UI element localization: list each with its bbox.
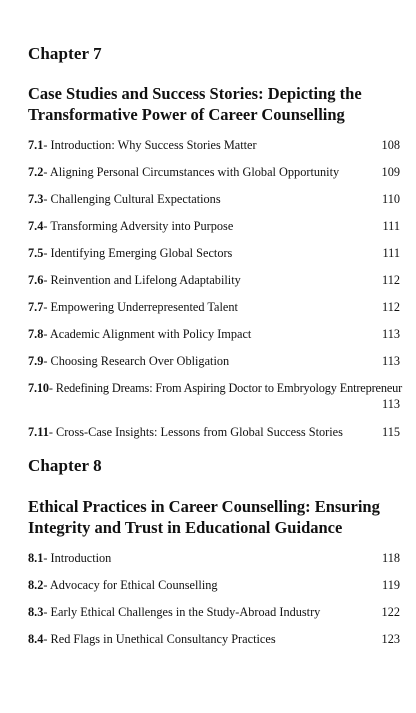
entry-page-number: 111 [382,246,400,260]
entry-number: 7.1 [28,138,44,152]
entry-page-number: 111 [382,219,400,233]
toc-entry-7-4[interactable] [28,218,400,234]
chapter-7-label: Chapter 7 [28,44,102,63]
entry-page-number: 109 [381,165,400,179]
chapter-7-title-line-1: Case Studies and Success Stories: Depicting the [28,84,362,103]
entry-page-number: 108 [381,138,400,152]
chapter-7-title-line-2: Transformative Power of Career Counselling [28,105,345,124]
entry-title: - Early Ethical Challenges in the Study-Abroad Industry [43,605,321,619]
chapter-8-title-line-2: Integrity and Trust in Educational Guidance [28,518,343,537]
toc-entry-7-8[interactable] [28,326,400,342]
entry-page-number: 113 [382,397,400,411]
entry-title: - Academic Alignment with Policy Impact [43,327,252,341]
entry-number: 7.4 [28,219,44,233]
chapter-8-label: Chapter 8 [28,456,102,475]
entry-number: 8.1 [28,551,44,565]
entry-title: - Introduction: Why Success Stories Matter [43,138,257,152]
entry-page-number: 119 [382,578,400,592]
toc-entry-7-10[interactable] [28,380,403,411]
entry-title-line [28,380,403,396]
entry-page-number: 118 [382,551,400,565]
entry-page-number: 112 [382,300,400,314]
toc-entry-7-2[interactable] [28,164,400,180]
toc-entry-7-1[interactable] [28,137,400,153]
entry-number: 7.3 [28,192,44,206]
entry-title: - Introduction [43,551,112,565]
entry-number: 7.7 [28,300,44,314]
chapter-8-title [28,496,388,538]
entry-title: - Cross-Case Insights: Lessons from Global Success Stories [48,425,343,439]
toc-entry-8-4[interactable] [28,631,400,647]
entry-number: 7.6 [28,273,44,287]
toc-entry-7-11[interactable] [28,424,400,440]
toc-entry-7-3[interactable] [28,191,400,207]
entry-title: - Empowering Underrepresented Talent [43,300,238,314]
toc-entry-8-2[interactable] [28,577,400,593]
entry-title: - Advocacy for Ethical Counselling [43,578,218,592]
entry-title: - Reinvention and Lifelong Adaptability [43,273,241,287]
toc-entry-8-1[interactable] [28,550,400,566]
entry-title: - Transforming Adversity into Purpose [43,219,234,233]
entry-page-number: 113 [382,327,400,341]
entry-number: 7.5 [28,246,44,260]
entry-title: - Redefining Dreams: From Aspiring Doctor to Embryology Entrepreneur [48,381,403,395]
entry-page-number: 123 [381,632,400,646]
toc-entry-7-6[interactable] [28,272,400,288]
entry-number: 7.2 [28,165,44,179]
entry-title: - Choosing Research Over Obligation [43,354,230,368]
toc-entry-7-7[interactable] [28,299,400,315]
entry-number: 7.10 [28,381,49,395]
entry-page-number: 115 [382,425,400,439]
entry-number: 8.3 [28,605,44,619]
chapter-7-title [28,83,388,125]
entry-number: 7.8 [28,327,44,341]
entry-number: 8.4 [28,632,44,646]
chapter-8-title-line-1: Ethical Practices in Career Counselling: Ensuring [28,497,380,516]
entry-page-number: 110 [382,192,400,206]
entry-page-number: 112 [382,273,400,287]
entry-page-number: 122 [381,605,400,619]
entry-title: - Identifying Emerging Global Sectors [43,246,233,260]
toc-entry-8-3[interactable] [28,604,400,620]
entry-page-number: 113 [382,354,400,368]
entry-title: - Aligning Personal Circumstances with Global Opportunity [43,165,340,179]
entry-title: - Challenging Cultural Expectations [43,192,221,206]
entry-number: 7.9 [28,354,44,368]
toc-entry-7-5[interactable] [28,245,400,261]
entry-number: 8.2 [28,578,44,592]
entry-number: 7.11 [28,425,49,439]
entry-title: - Red Flags in Unethical Consultancy Practices [43,632,276,646]
toc-entry-7-9[interactable] [28,353,400,369]
